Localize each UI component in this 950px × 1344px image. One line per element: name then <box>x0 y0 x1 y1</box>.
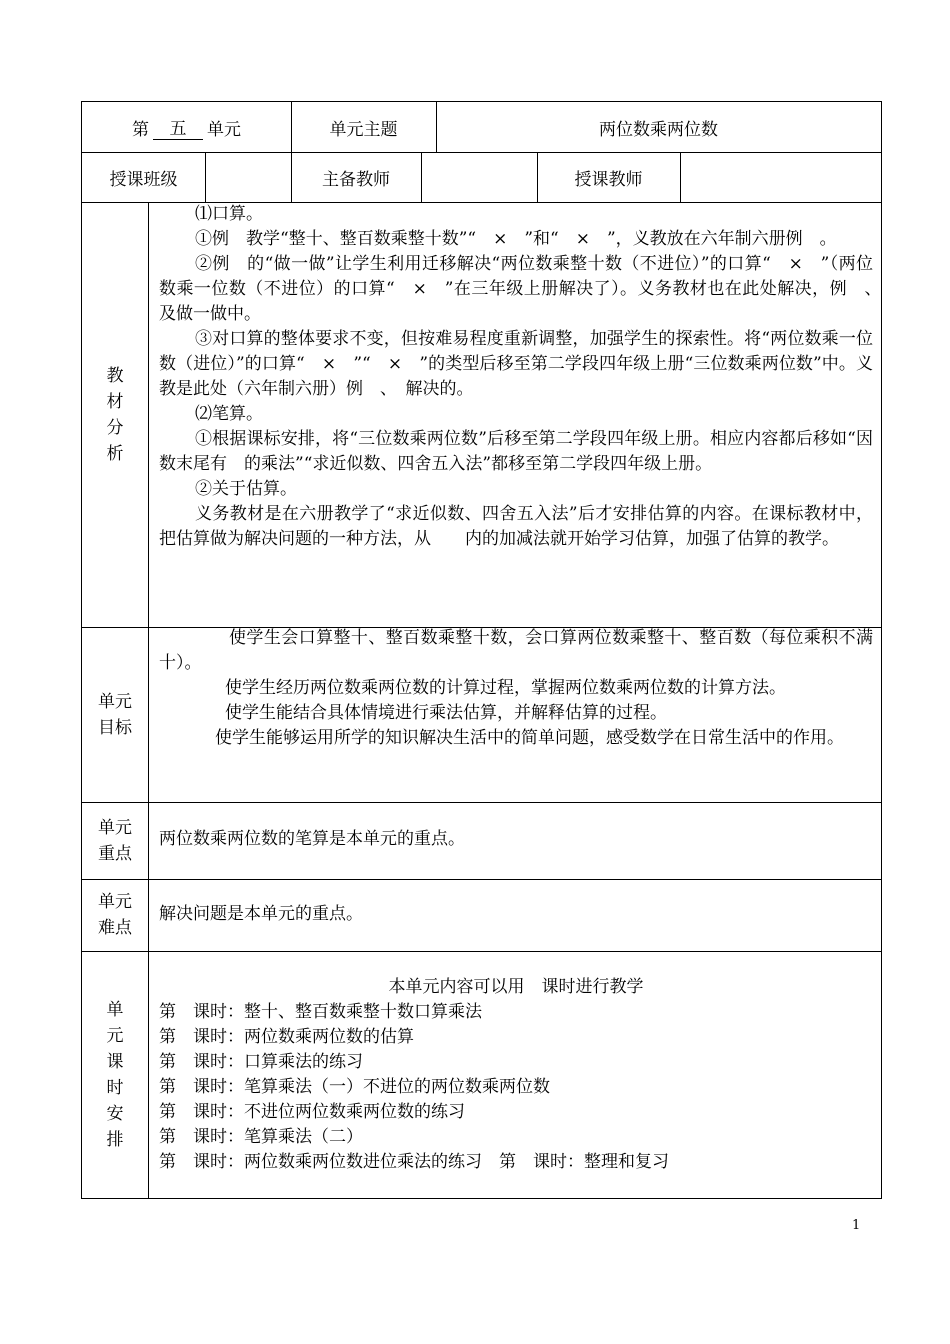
page-number: 1 <box>852 1218 861 1233</box>
row-divider <box>82 879 881 880</box>
label-text: 目标 <box>98 717 132 738</box>
label-char: 元 <box>106 1025 124 1046</box>
analysis-paragraph: ⑴口算。 <box>195 204 263 224</box>
label-char: 分 <box>106 417 124 438</box>
label-char: 单 <box>106 999 124 1020</box>
schedule-line: 第 课时：不进位两位数乘两位数的练习 <box>159 1102 465 1122</box>
schedule-line: 第 课时：两位数乘两位数的估算 <box>159 1027 414 1047</box>
lead-teacher-value <box>421 152 537 202</box>
difficulties-label <box>82 879 148 951</box>
label-char: 时 <box>106 1077 124 1098</box>
label-char: 排 <box>106 1129 124 1150</box>
theme-label: 单元主题 <box>329 119 398 140</box>
schedule-label <box>82 951 148 1198</box>
analysis-content <box>159 202 890 552</box>
label-char: 课 <box>106 1051 124 1072</box>
label-char: 教 <box>106 365 124 386</box>
goal-paragraph: 使学生会口算整十、整百数乘整十数，会口算两位数乘整十、整百数（每位乘积不满十）。 <box>159 628 873 673</box>
goals-label <box>82 627 148 802</box>
label-col-divider <box>148 202 149 1198</box>
goals-content <box>159 626 873 751</box>
label-text: 单元 <box>98 892 132 912</box>
unit-prefix: 第 <box>132 119 149 140</box>
schedule-line: 第 课时：整十、整百数乘整十数口算乘法 <box>159 1002 482 1022</box>
key-points-text: 两位数乘两位数的笔算是本单元的重点。 <box>159 829 465 849</box>
analysis-paragraph: ②关于估算。 <box>195 479 297 499</box>
analysis-paragraph: ①例 教学“整十、整百数乘整十数”“ × ”和“ × ”，义教放在六年制六册例 。 <box>195 229 837 249</box>
schedule-line: 第 课时：笔算乘法（二） <box>159 1127 363 1147</box>
unit-number-cell <box>82 102 291 152</box>
theme-value: 两位数乘两位数 <box>599 119 718 140</box>
unit-suffix: 单元 <box>207 119 241 140</box>
difficulties-text: 解决问题是本单元的重点。 <box>159 904 363 924</box>
key-points-label <box>82 802 148 879</box>
analysis-paragraph: ①根据课标安排，将“三位数乘两位数”后移至第二学段四年级上册。相应内容都后移如“因数末尾有 的乘法”“求近似数、四舍五入法”都移至第二学段四年级上册。 <box>159 429 873 474</box>
label-char: 析 <box>106 443 124 464</box>
analysis-label <box>82 202 148 627</box>
teacher-label: 授课教师 <box>574 169 643 190</box>
schedule-line: 第 课时：两位数乘两位数进位乘法的练习 第 课时：整理和复习 <box>159 1152 669 1172</box>
row-divider <box>82 802 881 803</box>
analysis-paragraph: 义务教材是在六册教学了“求近似数、四舍五入法”后才安排估算的内容。在课标教材中，把估算做为解决问题的一种方法，从 内的加减法就开始学习估算，加强了估算的教学。 <box>159 504 873 549</box>
label-char: 安 <box>106 1103 124 1124</box>
label-text: 单元 <box>98 817 132 838</box>
analysis-paragraph: ②例 的“做一做”让学生利用迁移解决“两位数乘整十数（不进位）”的口算“ × ”（两位数乘一位数（不进位）的口算“ × ”在三年级上册解决了）。义务教材也在此处解决，例 、 及做一做中。 <box>159 254 890 324</box>
lesson-plan-table <box>81 101 890 1199</box>
class-value <box>205 152 291 202</box>
class-label: 授课班级 <box>109 169 178 190</box>
schedule-line: 第 课时：口算乘法的练习 <box>159 1052 363 1072</box>
schedule-line: 第 课时：笔算乘法（一）不进位的两位数乘两位数 <box>159 1077 550 1097</box>
lead-teacher-label: 主备教师 <box>322 169 390 190</box>
analysis-paragraph: ⑵笔算。 <box>195 404 263 424</box>
schedule-content <box>159 975 873 1175</box>
teacher-value <box>680 152 881 202</box>
goal-paragraph: 使学生能结合具体情境进行乘法估算，并解释估算的过程。 <box>225 703 667 723</box>
label-char: 材 <box>106 391 124 412</box>
schedule-intro: 本单元内容可以用 课时进行教学 <box>388 977 644 997</box>
row-divider <box>82 951 881 952</box>
analysis-paragraph: ③对口算的整体要求不变，但按难易程度重新调整，加强学生的探索性。将“两位数乘一位数（进位）”的口算“ × ”“ × ”的类型后移至第二学段四年级上册“三位数乘两位数”中。义教是此处（六年制六册）例 、 解决的。 <box>159 329 873 399</box>
label-text: 难点 <box>98 918 132 938</box>
unit-number: 五 <box>153 114 203 140</box>
label-text: 重点 <box>98 843 132 864</box>
label-text: 单元 <box>98 691 132 712</box>
goal-paragraph: 使学生经历两位数乘两位数的计算过程，掌握两位数乘两位数的计算方法。 <box>225 678 786 698</box>
goal-paragraph: 使学生能够运用所学的知识解决生活中的简单问题，感受数学在日常生活中的作用。 <box>215 728 844 748</box>
